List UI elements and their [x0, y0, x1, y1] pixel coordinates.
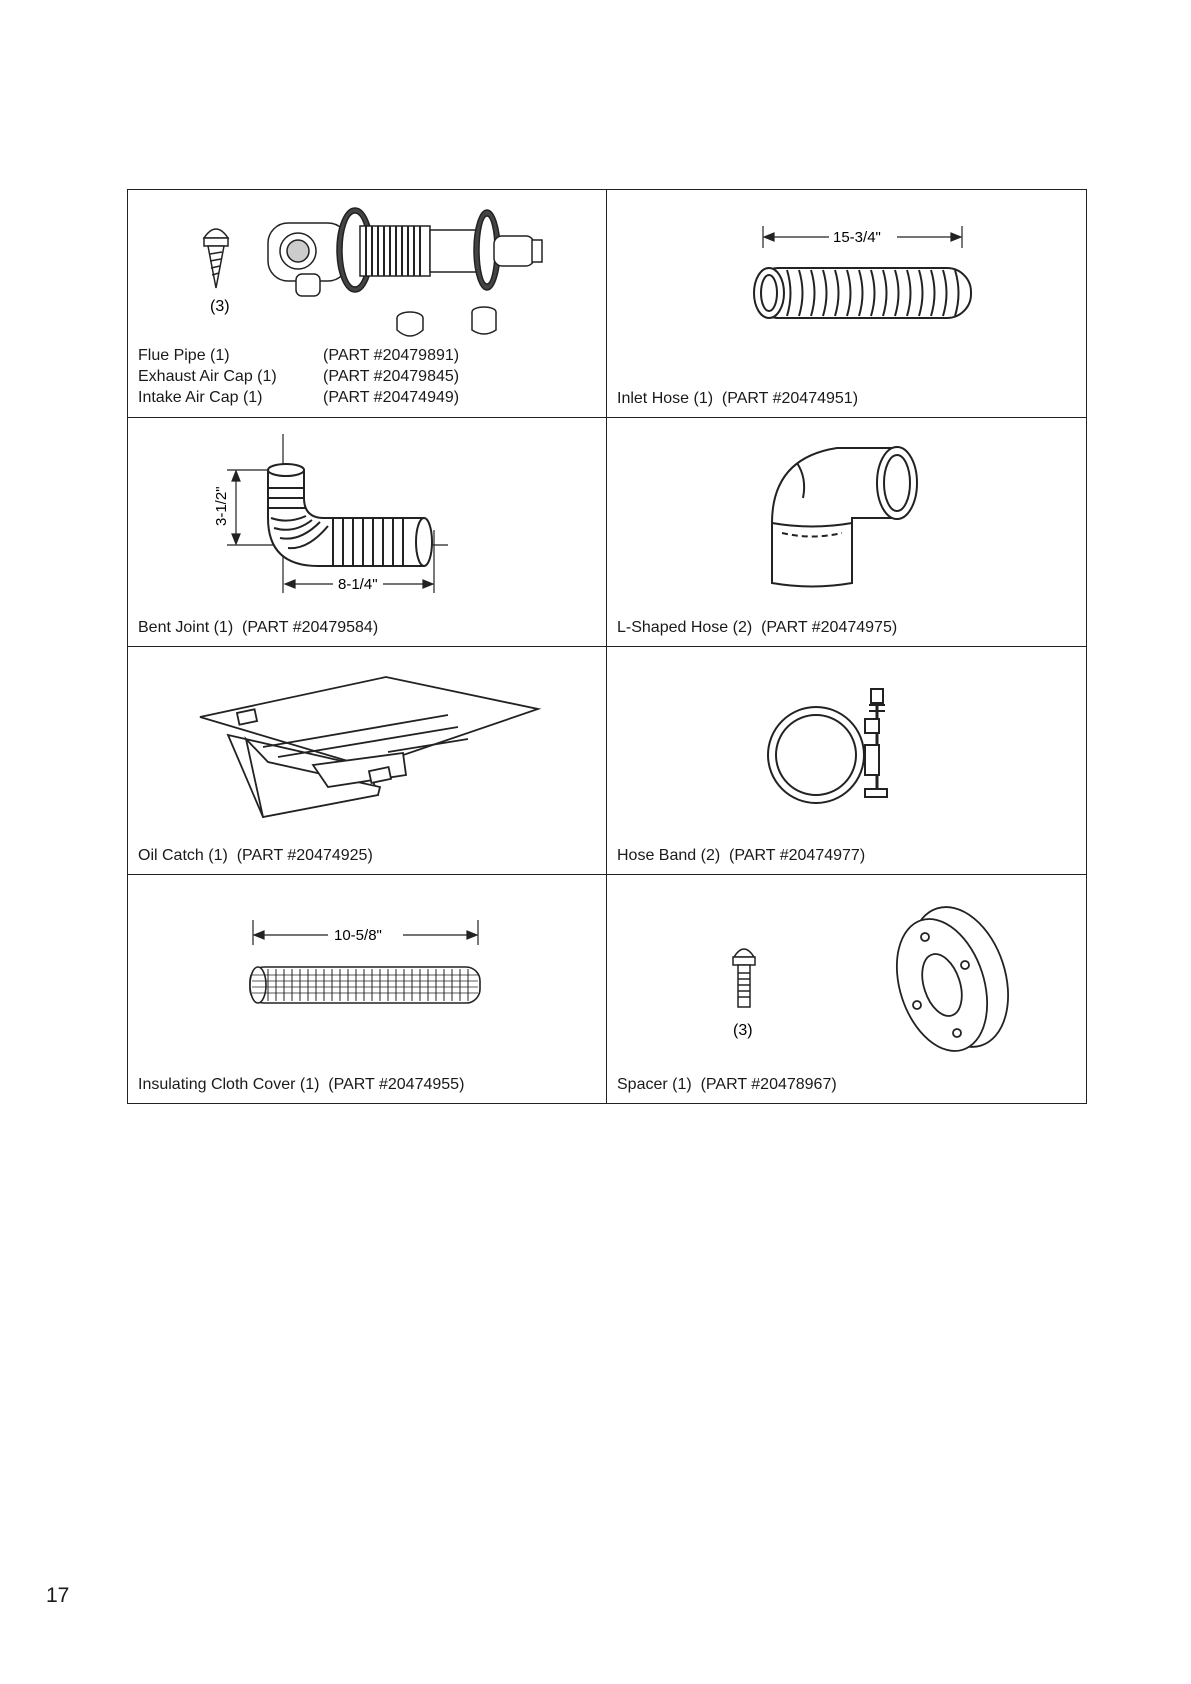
- caption-line: Flue Pipe (1) (PART #20479891): [138, 347, 460, 365]
- screw-quantity: (3): [210, 298, 230, 315]
- cell-oil-catch: [128, 647, 607, 875]
- insulating-cloth-cover-caption: Insulating Cloth Cover (1) (PART #20474955): [138, 1076, 465, 1093]
- l-shaped-hose-icon: [772, 447, 917, 587]
- oil-catch-illustration: [128, 647, 608, 875]
- hose-band-caption: Hose Band (2) (PART #20474977): [617, 846, 866, 864]
- inlet-hose-icon: [754, 268, 971, 318]
- cell-spacer: [607, 875, 1086, 1103]
- flue-pipe-caption: [138, 345, 459, 408]
- bent-joint-width-dimension: 8-1/4": [338, 576, 378, 594]
- bent-joint-icon: [268, 464, 432, 566]
- l-shaped-hose-caption: L-Shaped Hose (2) (PART #20474975): [617, 618, 898, 636]
- page-number: 17: [46, 1584, 70, 1607]
- cover-dimension: 10-5/8": [334, 926, 382, 944]
- intake-air-cap-icon: [472, 307, 496, 334]
- cell-hose-band: [607, 647, 1086, 875]
- insulating-cloth-cover-illustration: [128, 875, 608, 1103]
- cell-inlet-hose: [607, 190, 1086, 418]
- exhaust-air-cap-icon: [397, 312, 423, 336]
- bent-joint-caption: Bent Joint (1) (PART #20479584): [138, 618, 379, 636]
- insulating-cloth-cover-icon: [250, 967, 480, 1003]
- spacer-caption: Spacer (1) (PART #20478967): [617, 1076, 837, 1093]
- cell-bent-joint: [128, 418, 607, 646]
- l-shaped-hose-illustration: [607, 418, 1087, 646]
- spacer-icon: [881, 894, 1025, 1062]
- screw-icon: [204, 229, 228, 288]
- cell-insulating-cloth-cover: [128, 875, 607, 1103]
- inlet-hose-dimension: 15-3/4": [833, 229, 881, 246]
- cell-l-shaped-hose: [607, 418, 1086, 646]
- caption-line: Exhaust Air Cap (1) (PART #20479845): [138, 368, 460, 386]
- parts-table: [127, 189, 1087, 1104]
- cell-flue-pipe: [128, 190, 607, 418]
- oil-catch-icon: [200, 677, 538, 817]
- inlet-hose-illustration: [607, 190, 1087, 418]
- hose-band-illustration: [607, 647, 1087, 875]
- bent-joint-illustration: [128, 418, 608, 646]
- oil-catch-caption: Oil Catch (1) (PART #20474925): [138, 846, 373, 864]
- screw-icon: [733, 949, 755, 1007]
- hose-band-icon: [768, 689, 887, 803]
- flue-pipe-icon: [268, 208, 542, 296]
- spacer-illustration: [607, 875, 1087, 1103]
- spacer-screw-quantity: (3): [733, 1021, 753, 1039]
- inlet-hose-caption: Inlet Hose (1) (PART #20474951): [617, 390, 859, 408]
- bent-joint-height-dimension: 3-1/2": [213, 486, 230, 527]
- caption-line: Intake Air Cap (1) (PART #20474949): [138, 389, 460, 407]
- dimension-lines: [227, 434, 448, 593]
